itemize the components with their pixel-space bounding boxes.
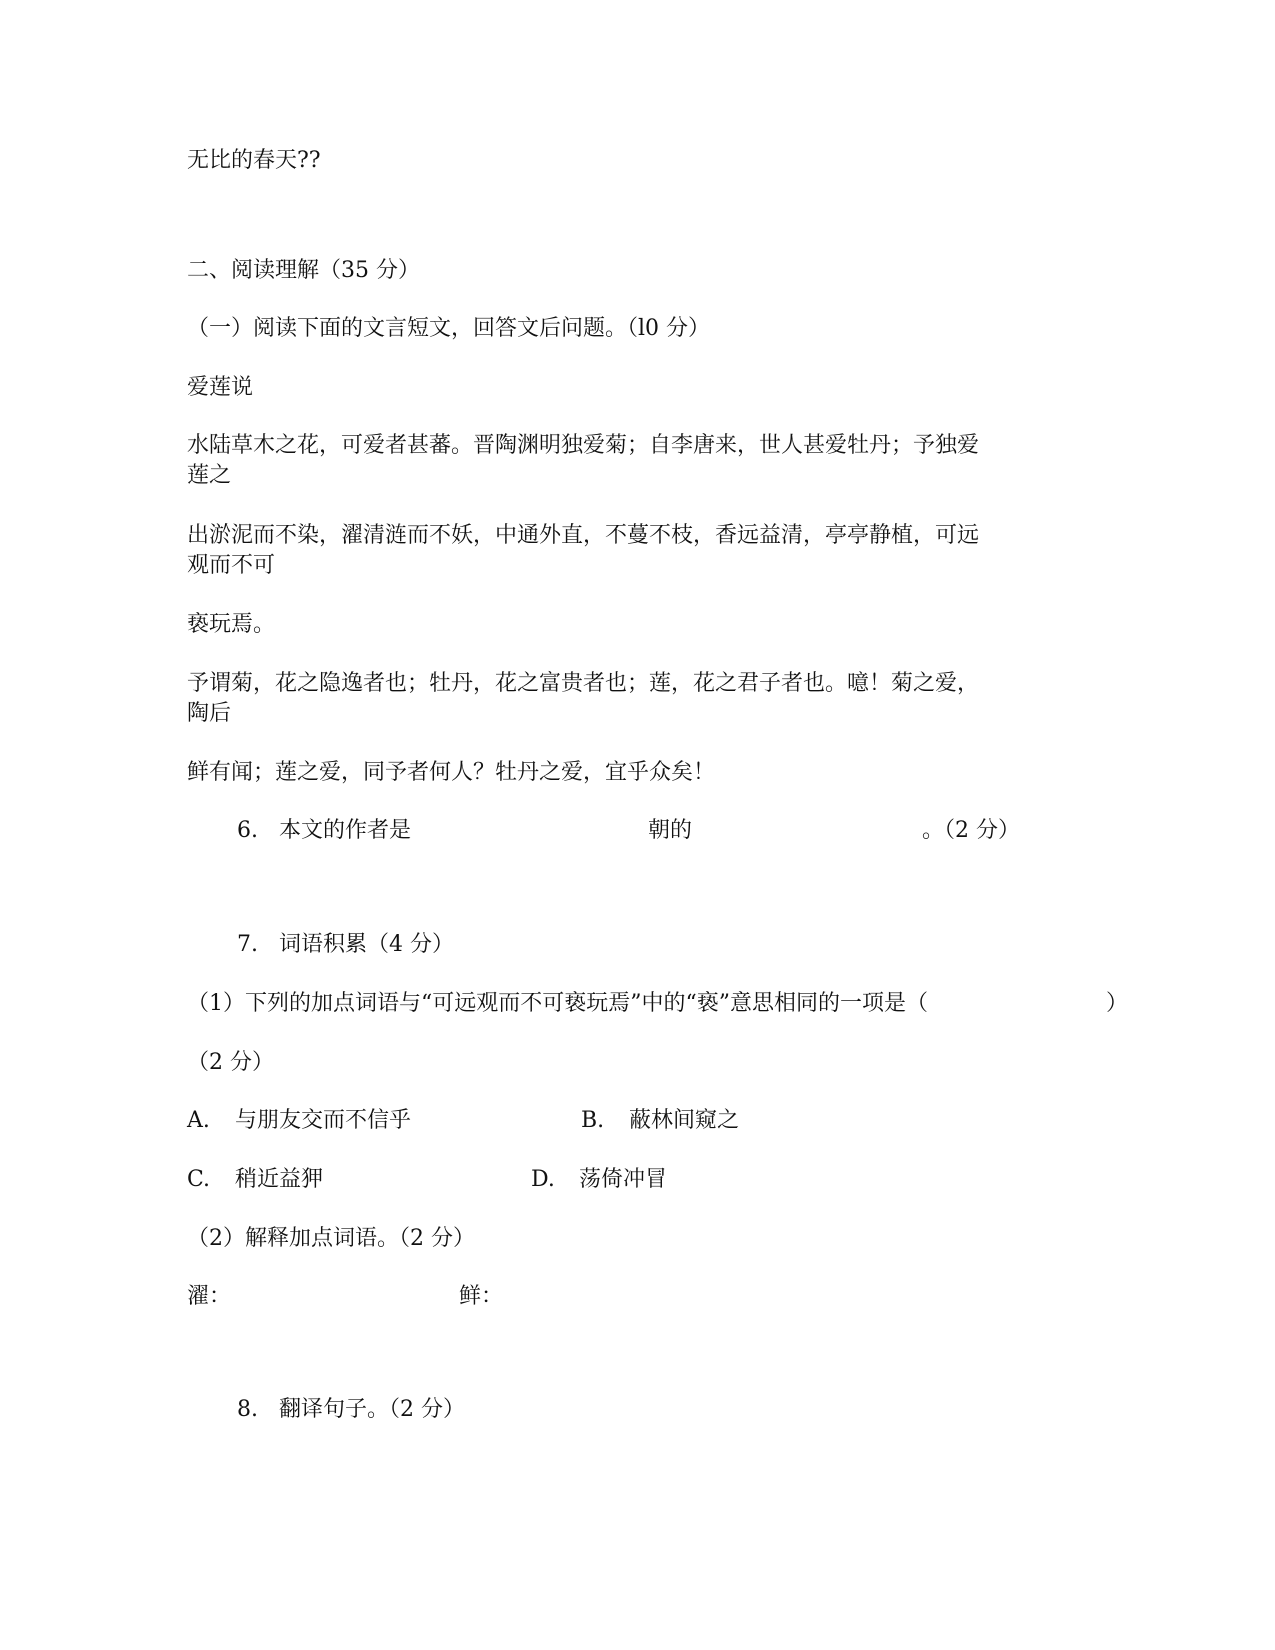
passage-title: 爱莲说 xyxy=(187,375,254,400)
question-6-score: 。（2 分） xyxy=(922,818,1020,843)
question-7-sub1-close: ） xyxy=(1106,991,1129,1016)
question-text: 词语积累（4 分） xyxy=(279,932,454,957)
part-one-heading: （一）阅读下面的文言短文，回答文后问题。（l0 分） xyxy=(187,316,711,341)
option-text: 稍近益狎 xyxy=(235,1167,324,1192)
question-number: 8. xyxy=(237,1397,258,1422)
passage-line-1b: 莲之 xyxy=(187,463,232,488)
text-line-spring: 无比的春天?? xyxy=(187,148,321,173)
option-label: D. xyxy=(531,1167,555,1192)
option-label: C. xyxy=(187,1167,211,1192)
question-7-sub2: （2）解释加点词语。（2 分） xyxy=(187,1226,475,1251)
section-title: 二、阅读理解（35 分） xyxy=(187,258,420,283)
passage-line-2b: 观而不可 xyxy=(187,553,276,578)
option-a xyxy=(187,1106,411,1136)
option-text: 荡倚冲冒 xyxy=(579,1167,668,1192)
answer-label-zhuo: 濯： xyxy=(187,1284,232,1309)
passage-line-3: 亵玩焉。 xyxy=(187,612,276,637)
passage-line-1a: 水陆草木之花，可爱者甚蕃。晋陶渊明独爱菊；自李唐来，世人甚爱牡丹；予独爱 xyxy=(187,433,980,458)
option-text: 蔽林间窥之 xyxy=(629,1108,740,1133)
question-number: 6. xyxy=(237,818,258,843)
option-text: 与朋友交而不信乎 xyxy=(235,1108,412,1133)
option-d xyxy=(531,1165,667,1195)
question-6-mid: 朝的 xyxy=(648,818,693,843)
question-text: 本文的作者是 xyxy=(279,818,412,843)
option-label: A. xyxy=(187,1108,210,1133)
passage-line-2a: 出淤泥而不染，濯清涟而不妖，中通外直，不蔓不枝，香远益清，亭亭静植，可远 xyxy=(187,523,980,548)
option-label: B. xyxy=(581,1108,605,1133)
question-8 xyxy=(237,1395,465,1425)
question-7-sub1-score: （2 分） xyxy=(187,1050,274,1075)
question-number: 7. xyxy=(237,932,258,957)
option-c xyxy=(187,1165,323,1195)
passage-line-4a: 予谓菊，花之隐逸者也；牡丹，花之富贵者也；莲，花之君子者也。噫！菊之爱， xyxy=(187,671,980,696)
question-text: 翻译句子。（2 分） xyxy=(279,1397,465,1422)
question-6 xyxy=(237,816,411,846)
question-7 xyxy=(237,930,454,960)
passage-line-4b: 陶后 xyxy=(187,701,232,726)
answer-label-xian: 鲜： xyxy=(459,1284,504,1309)
question-7-sub1: （1）下列的加点词语与“可远观而不可亵玩焉”中的“亵”意思相同的一项是（ xyxy=(187,991,928,1016)
passage-line-5: 鲜有闻；莲之爱，同予者何人？牡丹之爱，宜乎众矣！ xyxy=(187,760,716,785)
option-b xyxy=(581,1106,739,1136)
